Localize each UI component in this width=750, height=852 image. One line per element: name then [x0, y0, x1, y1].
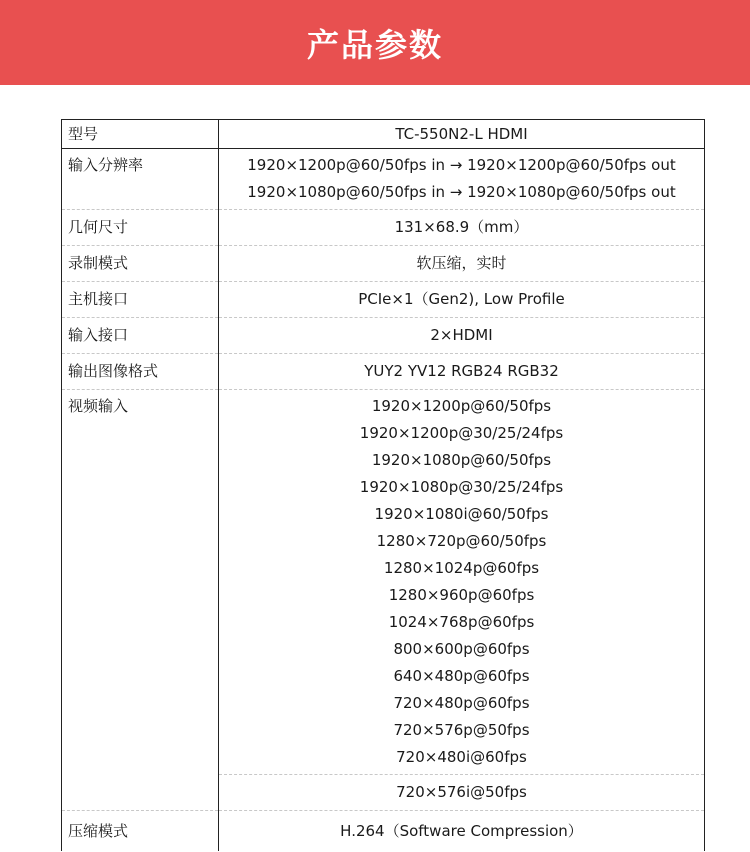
spec-label-recording-mode: 录制模式 — [62, 246, 219, 282]
spec-value-model: TC-550N2-L HDMI — [219, 120, 705, 149]
spec-label-output-format: 输出图像格式 — [62, 354, 219, 390]
video-format-line: 1920×1200p@30/25/24fps — [359, 424, 564, 442]
resolution-line: 1920×1200p@60/50fps in → 1920×1200p@60/50fps out — [247, 156, 676, 174]
spec-label-empty — [62, 775, 219, 811]
table-row — [62, 120, 705, 149]
resolution-line: 1920×1080p@60/50fps in → 1920×1080p@60/50fps out — [247, 183, 676, 201]
video-format-line: 640×480p@60fps — [393, 667, 530, 685]
spec-label-compression-mode: 压缩模式 — [62, 811, 219, 852]
table-row — [62, 282, 705, 318]
spec-label-input-resolution: 输入分辨率 — [62, 149, 219, 210]
video-format-line: 1024×768p@60fps — [388, 613, 535, 631]
video-format-line: 1280×720p@60/50fps — [376, 532, 547, 550]
table-row — [62, 390, 705, 775]
video-format-line: 1920×1200p@60/50fps — [371, 397, 552, 415]
video-format-line: 800×600p@60fps — [393, 640, 530, 658]
page-title: 产品参数 — [306, 25, 443, 64]
video-format-line: 1920×1080i@60/50fps — [374, 505, 549, 523]
spec-label-input-interface: 输入接口 — [62, 318, 219, 354]
spec-value-dimensions: 131×68.9（mm） — [219, 210, 705, 246]
video-format-line: 1920×1080p@30/25/24fps — [359, 478, 564, 496]
spec-label-dimensions: 几何尺寸 — [62, 210, 219, 246]
table-row — [62, 318, 705, 354]
spec-value-recording-mode: 软压缩，实时 — [219, 246, 705, 282]
table-row — [62, 811, 705, 852]
video-format-line: 720×480p@60fps — [393, 694, 530, 712]
spec-value-video-input — [219, 390, 705, 775]
video-format-line: 720×576p@50fps — [393, 721, 530, 739]
video-format-line: 1280×1024p@60fps — [383, 559, 540, 577]
header-banner — [0, 0, 750, 85]
spec-table — [61, 119, 705, 851]
spec-label-model: 型号 — [62, 120, 219, 149]
spec-value-output-format: YUY2 YV12 RGB24 RGB32 — [219, 354, 705, 390]
video-format-line: 720×576i@50fps — [219, 775, 705, 811]
video-format-line: 1920×1080p@60/50fps — [371, 451, 552, 469]
spec-label-video-input: 视频输入 — [62, 390, 219, 775]
spec-value-input-interface: 2×HDMI — [219, 318, 705, 354]
table-row — [62, 149, 705, 210]
spec-value-input-resolution — [219, 149, 705, 210]
video-format-line: 1280×960p@60fps — [388, 586, 535, 604]
table-row — [62, 775, 705, 811]
spec-label-host-interface: 主机接口 — [62, 282, 219, 318]
spec-value-host-interface: PCIe×1（Gen2), Low Profile — [219, 282, 705, 318]
table-row — [62, 210, 705, 246]
spec-value-compression-mode: H.264（Software Compression） — [340, 822, 583, 840]
video-format-line: 720×480i@60fps — [396, 748, 527, 766]
table-row — [62, 246, 705, 282]
table-row — [62, 354, 705, 390]
